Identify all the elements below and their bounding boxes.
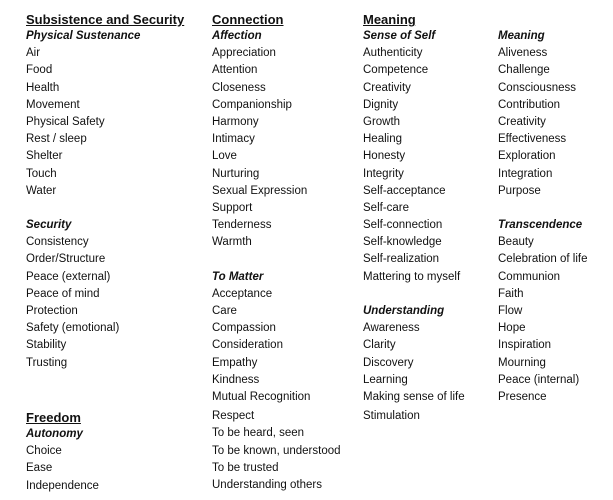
list-item: Nurturing xyxy=(212,167,260,180)
list-item: Kindness xyxy=(212,373,260,386)
list-item: Integrity xyxy=(363,167,404,180)
list-item: Self-knowledge xyxy=(363,236,442,249)
list-item: Consciousness xyxy=(498,81,576,94)
list-item: Healing xyxy=(363,133,402,146)
list-item: Clarity xyxy=(363,339,396,352)
list-item: Effectiveness xyxy=(498,133,567,146)
list-item: Purpose xyxy=(498,184,541,197)
list-item: Sexual Expression xyxy=(212,184,308,197)
list-item: Self-acceptance xyxy=(363,184,446,197)
section-heading: Freedom xyxy=(26,409,81,425)
column-subsistence-security xyxy=(26,11,184,495)
list-item: Challenge xyxy=(498,64,550,77)
list-item: Mutual Recognition xyxy=(212,390,311,403)
list-item: Contribution xyxy=(498,98,561,111)
list-item: Closeness xyxy=(212,81,266,94)
list-item: Stimulation xyxy=(363,410,420,423)
subheading: Autonomy xyxy=(26,427,83,440)
subheading: Meaning xyxy=(498,30,545,42)
list-item: Beauty xyxy=(498,236,534,249)
subheading: Understanding xyxy=(363,305,445,317)
list-item: Protection xyxy=(26,305,78,317)
subheading: Sense of Self xyxy=(363,30,436,42)
list-item: Peace (internal) xyxy=(498,373,580,386)
list-item: Physical Safety xyxy=(26,115,105,128)
list-item: Celebration of life xyxy=(498,253,588,266)
list-item: Presence xyxy=(498,390,547,403)
subheading: Security xyxy=(26,219,72,232)
column-meaning-transcendence xyxy=(498,11,588,406)
list-item: Acceptance xyxy=(212,287,273,300)
list-item: Water xyxy=(26,184,57,197)
list-item: Aliveness xyxy=(498,47,548,60)
column-connection xyxy=(212,11,341,494)
subheading: Physical Sustenance xyxy=(26,30,141,42)
list-item: Harmony xyxy=(212,115,259,128)
list-item: Companionship xyxy=(212,98,292,111)
section-heading: Meaning xyxy=(363,12,416,27)
list-item: Air xyxy=(26,47,41,60)
list-item: Growth xyxy=(363,115,401,128)
list-item: Ease xyxy=(26,462,53,475)
column-meaning xyxy=(363,11,465,425)
list-item: Trusting xyxy=(26,356,68,369)
list-item: Peace (external) xyxy=(26,270,111,283)
list-item: Love xyxy=(212,150,237,163)
list-item: Competence xyxy=(363,64,429,77)
subheading: Affection xyxy=(212,30,262,42)
list-item: Exploration xyxy=(498,150,556,163)
list-item: Intimacy xyxy=(212,133,255,146)
list-item: Faith xyxy=(498,287,524,300)
list-item: Learning xyxy=(363,373,408,386)
list-item: Understanding others xyxy=(212,478,322,491)
list-item: Authenticity xyxy=(363,47,423,60)
list-item: Creativity xyxy=(498,115,546,128)
list-item: Respect xyxy=(212,410,255,423)
list-item: Self-realization xyxy=(363,253,440,266)
list-item: Shelter xyxy=(26,150,63,163)
list-item: Hope xyxy=(498,322,526,335)
list-item: Choice xyxy=(26,445,62,458)
list-item: Dignity xyxy=(363,98,399,111)
list-item: Touch xyxy=(26,167,57,180)
section-heading: Subsistence and Security xyxy=(26,12,185,27)
list-item: Safety (emotional) xyxy=(26,322,120,335)
list-item: Self-care xyxy=(363,201,410,214)
list-item: To be known, understood xyxy=(212,444,341,457)
list-item: Peace of mind xyxy=(26,287,100,300)
list-item: Consistency xyxy=(26,236,89,249)
list-item: Flow xyxy=(498,305,523,317)
subheading: To Matter xyxy=(212,270,264,283)
list-item: Mourning xyxy=(498,356,546,369)
list-item: Awareness xyxy=(363,322,420,335)
list-item: Movement xyxy=(26,98,80,111)
list-item: Care xyxy=(212,305,237,317)
subheading: Transcendence xyxy=(498,219,583,232)
list-item: Compassion xyxy=(212,322,276,335)
list-item: To be heard, seen xyxy=(212,427,305,440)
list-item: Attention xyxy=(212,64,258,77)
list-item: Communion xyxy=(498,270,560,283)
list-item: Tenderness xyxy=(212,219,272,232)
list-item: Support xyxy=(212,201,253,214)
list-item: Empathy xyxy=(212,356,258,369)
list-item: Consideration xyxy=(212,339,283,352)
list-item: Health xyxy=(26,81,60,94)
list-item: Independence xyxy=(26,479,99,492)
list-item: Warmth xyxy=(212,236,252,249)
list-item: Self-connection xyxy=(363,219,443,232)
list-item: Order/Structure xyxy=(26,253,106,266)
list-item: Honesty xyxy=(363,150,406,163)
list-item: Stability xyxy=(26,339,67,352)
list-item: Integration xyxy=(498,167,553,180)
section-heading: Connection xyxy=(212,12,284,27)
list-item: Making sense of life xyxy=(363,390,465,403)
list-item: To be trusted xyxy=(212,461,279,474)
list-item: Creativity xyxy=(363,81,411,94)
list-item: Appreciation xyxy=(212,47,276,60)
list-item: Mattering to myself xyxy=(363,270,461,283)
list-item: Rest / sleep xyxy=(26,133,87,146)
list-item: Inspiration xyxy=(498,339,552,352)
list-item: Food xyxy=(26,64,53,77)
list-item: Discovery xyxy=(363,356,414,369)
